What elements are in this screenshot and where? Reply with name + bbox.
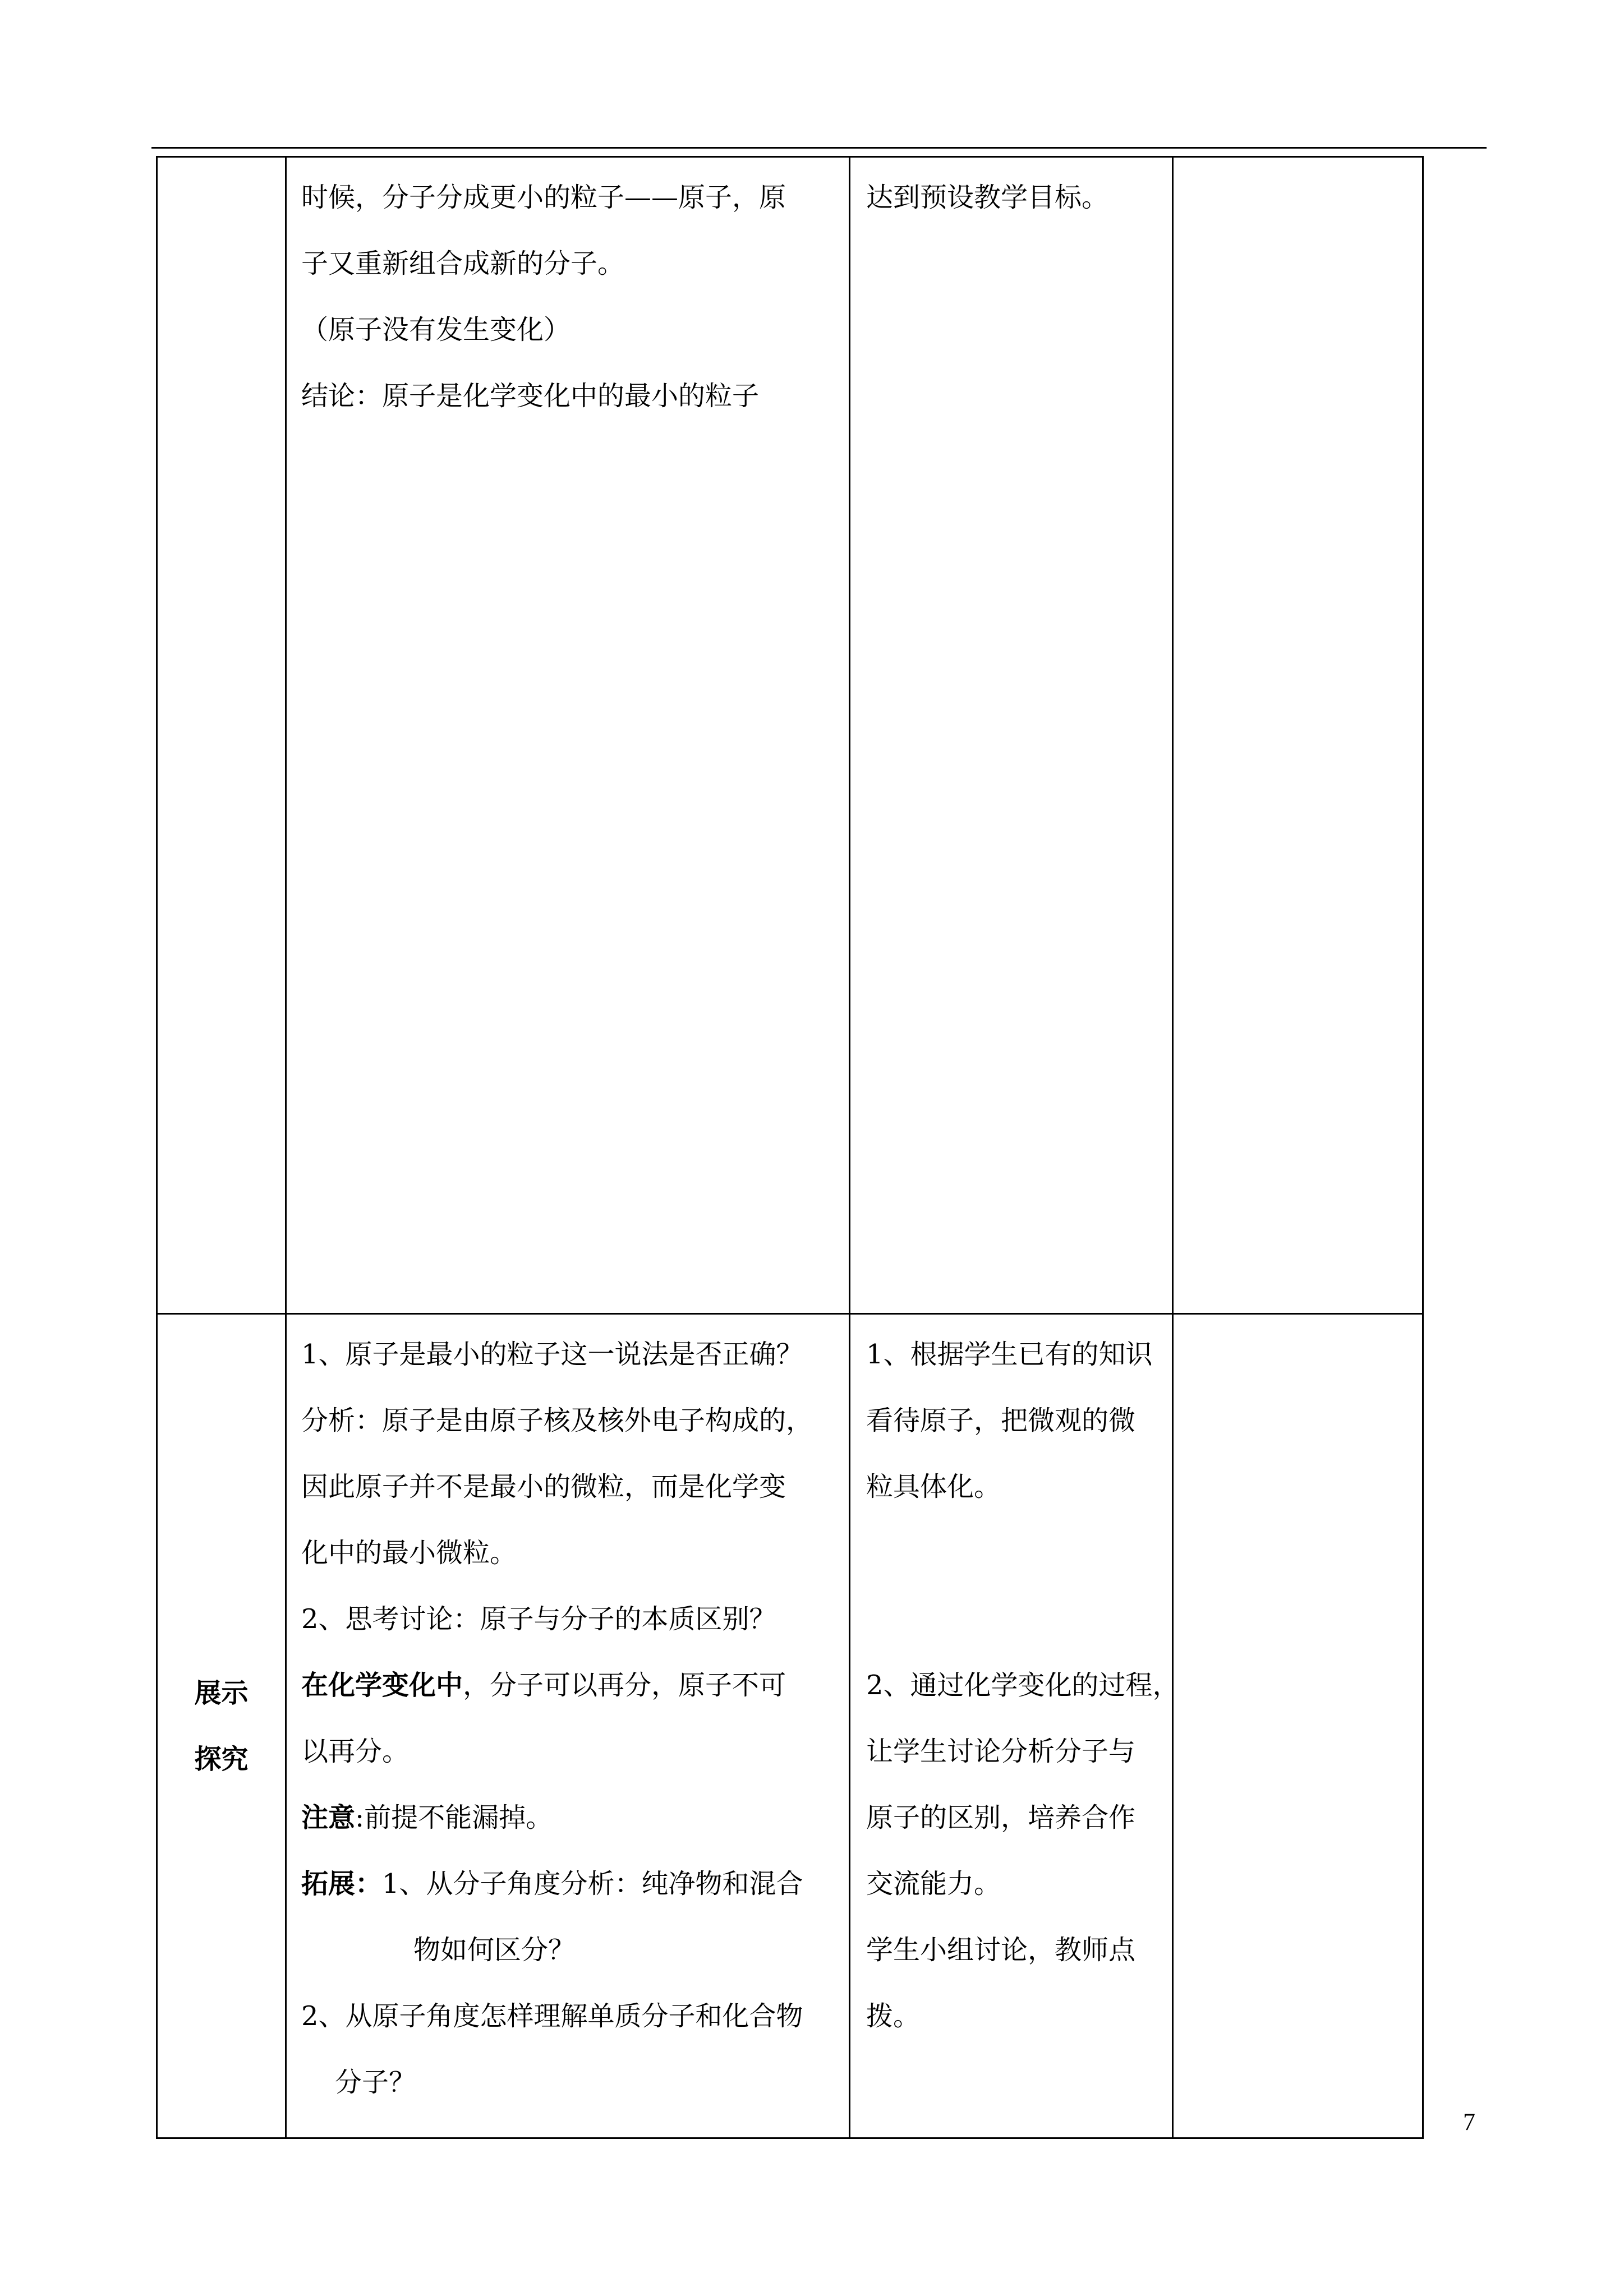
- intent-line: 1、根据学生已有的知识: [866, 1339, 1153, 1370]
- intent-cell: [850, 1314, 1180, 2138]
- content-line: 子又重新组合成新的分子。: [301, 248, 625, 279]
- analysis-line: 化中的最小微粒。: [301, 1537, 517, 1569]
- notes-cell: [1173, 1314, 1423, 2138]
- analysis-line: 因此原子并不是最小的微粒，而是化学变: [301, 1471, 786, 1502]
- extension-1: 1、从分子角度分析：纯净物和混合: [382, 1868, 803, 1899]
- table-row: [157, 1314, 1423, 2138]
- intent-line: 粒具体化。: [866, 1471, 1001, 1502]
- content-line: 时候，分子分成更小的粒子——原子，原: [301, 182, 786, 213]
- extension-label: 拓展：: [301, 1868, 383, 1899]
- intent-line: 达到预设教学目标。: [866, 182, 1109, 213]
- analysis-line: 分析：原子是由原子核及核外电子构成的，: [301, 1405, 813, 1436]
- intent-spacer: [866, 1586, 1163, 1652]
- intent-line: 学生小组讨论，教师点: [866, 1934, 1136, 1966]
- lesson-plan-table: [156, 156, 1424, 2139]
- extension-line: [301, 1851, 838, 1917]
- section-cell: [157, 1314, 286, 2138]
- content-line: （原子没有发生变化）: [301, 314, 571, 345]
- question-1: 1、原子是最小的粒子这一说法是否正确？: [301, 1339, 803, 1370]
- content-line: 结论：原子是化学变化中的最小的粒子: [301, 380, 760, 412]
- intent-line: 交流能力。: [866, 1868, 1001, 1899]
- note-label: 注意: [301, 1802, 356, 1833]
- table-row: [157, 157, 1423, 1314]
- answer-2-line-2: 以再分。: [301, 1736, 410, 1767]
- content-cell: [286, 157, 850, 1314]
- page-number: 7: [1463, 2108, 1475, 2136]
- intent-line: 2、通过化学变化的过程，: [866, 1670, 1180, 1701]
- notes-cell: [1173, 157, 1423, 1314]
- section-cell: [157, 157, 286, 1314]
- answer-2: [301, 1652, 838, 1718]
- question-2: 2、思考讨论：原子与分子的本质区别？: [301, 1603, 776, 1635]
- intent-line: 看待原子，把微观的微: [866, 1405, 1136, 1436]
- note-line: [301, 1785, 838, 1851]
- intent-line: 原子的区别，培养合作: [866, 1802, 1136, 1833]
- extension-1-continued: 物如何区分？: [413, 1934, 576, 1966]
- intent-cell: [850, 157, 1173, 1314]
- intent-line: 让学生讨论分析分子与: [866, 1736, 1136, 1767]
- header-rule: [151, 147, 1487, 149]
- extension-2: 2、从原子角度怎样理解单质分子和化合物: [301, 2000, 803, 2032]
- answer-2-emphasis: 在化学变化中: [301, 1670, 463, 1701]
- intent-line: 拨。: [866, 2000, 921, 2032]
- answer-2-text: ，分子可以再分，原子不可: [463, 1670, 786, 1701]
- intent-spacer: [866, 1520, 1163, 1586]
- section-label: 展示: [194, 1677, 249, 1709]
- extension-2-continued: 分子？: [335, 2067, 416, 2098]
- section-label: 探究: [194, 1743, 249, 1775]
- content-cell: [286, 1314, 850, 2138]
- note-text: :前提不能漏掉。: [355, 1802, 553, 1833]
